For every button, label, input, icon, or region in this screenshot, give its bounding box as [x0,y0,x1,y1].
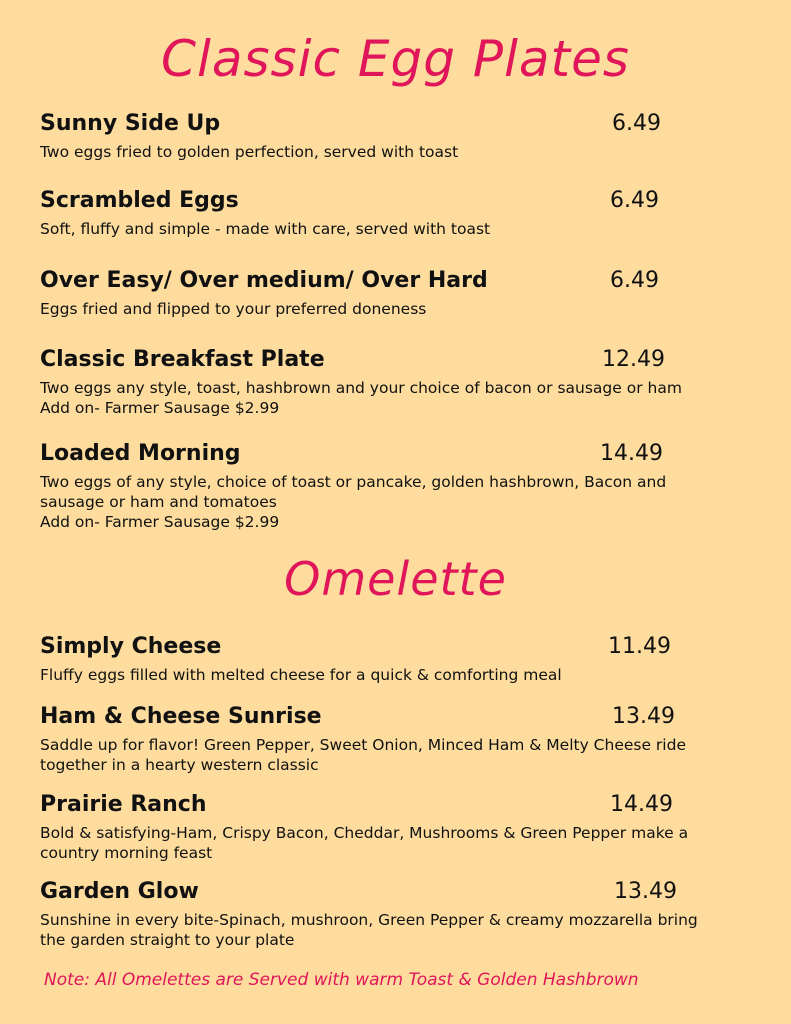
item-description: Eggs fried and flipped to your preferred doneness [40,300,427,318]
item-price: 14.49 [610,792,673,817]
item-description: Sunshine in every bite-Spinach, mushroon, Green Pepper & creamy mozzarella bring the garden straight to your plate [40,911,698,949]
omelette-title: Omelette [284,552,507,606]
menu-item [40,187,760,239]
item-name: Garden Glow [40,879,199,904]
item-description: Two eggs any style, toast, hashbrown and your choice of bacon or sausage or ham [40,379,682,397]
omelette-note: Note: All Omelettes are Served with warm Toast & Golden Hashbrown [44,970,639,990]
item-price: 13.49 [612,704,675,729]
item-name: Simply Cheese [40,634,222,659]
item-price: 14.49 [600,441,663,466]
item-name: Sunny Side Up [40,111,221,136]
item-addon: Add on- Farmer Sausage $2.99 [40,513,280,531]
menu-item [40,791,760,863]
item-name: Over Easy/ Over medium/ Over Hard [40,268,488,293]
item-price: 6.49 [612,111,661,136]
menu-item [40,346,760,418]
item-addon: Add on- Farmer Sausage $2.99 [40,399,280,417]
item-description: Saddle up for flavor! Green Pepper, Sweet Onion, Minced Ham & Melty Cheese ride together in a hearty western classic [40,736,686,774]
egg-plates-title: Classic Egg Plates [161,30,630,88]
item-price: 13.49 [614,879,677,904]
menu-item [40,878,760,950]
menu-item [40,440,760,532]
item-description: Bold & satisfying-Ham, Crispy Bacon, Cheddar, Mushrooms & Green Pepper make a country morning feast [40,824,689,862]
item-name: Classic Breakfast Plate [40,347,325,372]
menu-item [40,267,760,319]
menu-item [40,703,760,775]
item-price: 12.49 [602,347,665,372]
item-name: Scrambled Eggs [40,188,239,213]
item-name: Prairie Ranch [40,792,207,817]
menu-item [40,110,760,162]
item-description: Two eggs of any style, choice of toast or pancake, golden hashbrown, Bacon and sausage or ham and tomatoes [40,473,667,511]
item-price: 6.49 [610,268,659,293]
item-name: Loaded Morning [40,441,241,466]
item-description: Soft, fluffy and simple - made with care, served with toast [40,220,491,238]
item-price: 11.49 [608,634,671,659]
item-price: 6.49 [610,188,659,213]
item-name: Ham & Cheese Sunrise [40,704,322,729]
menu-item [40,633,760,685]
item-description: Fluffy eggs filled with melted cheese for a quick & comforting meal [40,666,562,684]
item-description: Two eggs fried to golden perfection, served with toast [40,143,459,161]
